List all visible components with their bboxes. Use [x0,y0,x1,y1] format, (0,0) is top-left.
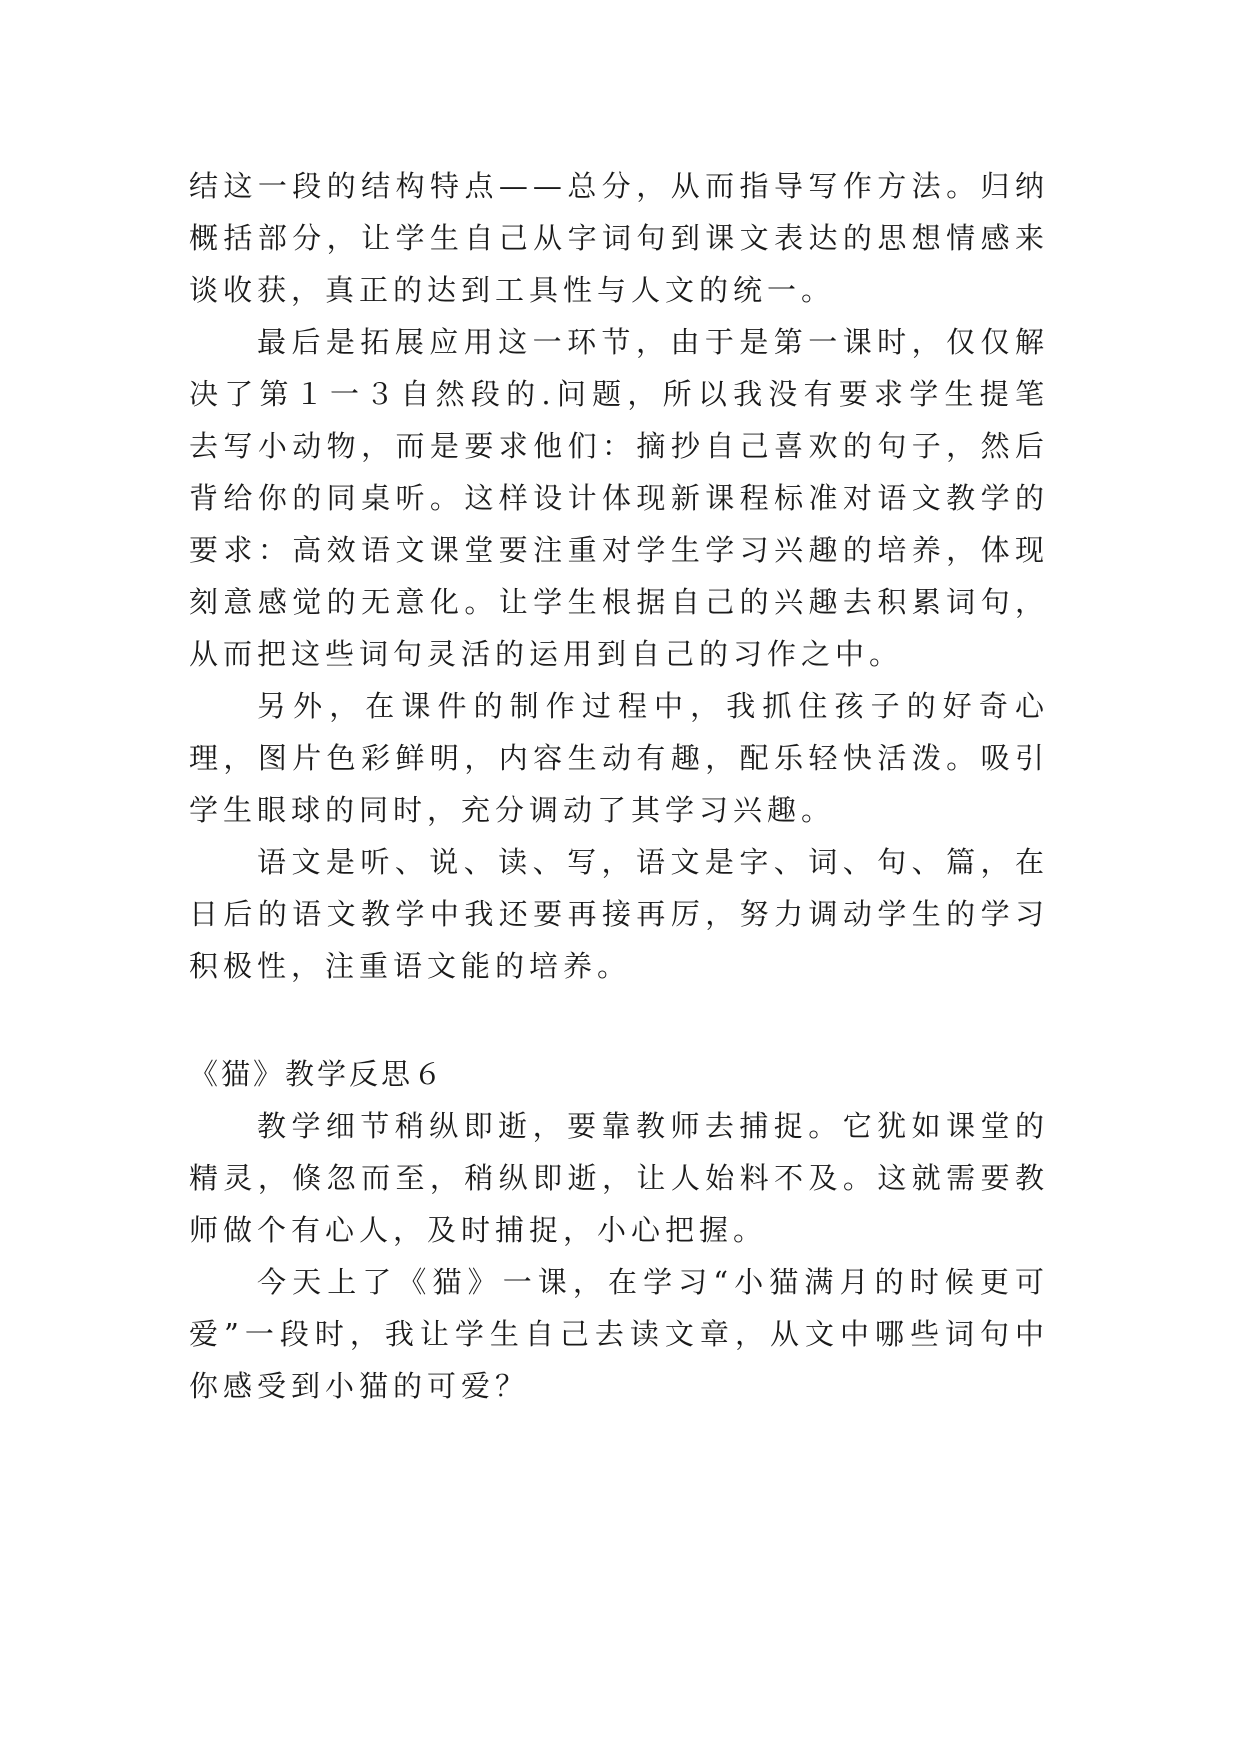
paragraph-conclusion: 语文是听、说、读、写，语文是字、词、句、篇，在日后的语文教学中我还要再接再厉，努力调动学生的学习积极性，注重语文能的培养。 [189,845,1049,983]
paragraph-extension: 最后是拓展应用这一环节，由于是第一课时，仅仅解决了第１一３自然段的.问题，所以我没有要求学生提笔去写小动物，而是要求他们：摘抄自己喜欢的句子，然后背给你的同桌听。这样设计体现新课程标准对语文教学的要求：高效语文课堂要注重对学生学习兴趣的培养，体现刻意感觉的无意化。让学生根据自己的兴趣去积累词句，从而把这些词句灵活的运用到自己的习作之中。 [189,325,1049,671]
section-title: 《猫》教学反思６ [189,1057,446,1091]
paragraph-summary-end: 结这一段的结构特点——总分，从而指导写作方法。归纳概括部分，让学生自己从字词句到课文表达的思想情感来谈收获，真正的达到工具性与人文的统一。 [189,169,1049,307]
document-page [189,160,1049,1412]
paragraph-lesson-today: 今天上了《猫》一课，在学习“小猫满月的时候更可爱”一段时，我让学生自己去读文章，从文中哪些词句中你感受到小猫的可爱？ [189,1265,1049,1403]
paragraph-courseware: 另外，在课件的制作过程中，我抓住孩子的好奇心理，图片色彩鲜明，内容生动有趣，配乐轻快活泼。吸引学生眼球的同时，充分调动了其学习兴趣。 [189,689,1049,827]
paragraph-teaching-details: 教学细节稍纵即逝，要靠教师去捕捉。它犹如课堂的精灵，倏忽而至，稍纵即逝，让人始料不及。这就需要教师做个有心人，及时捕捉，小心把握。 [189,1109,1049,1247]
